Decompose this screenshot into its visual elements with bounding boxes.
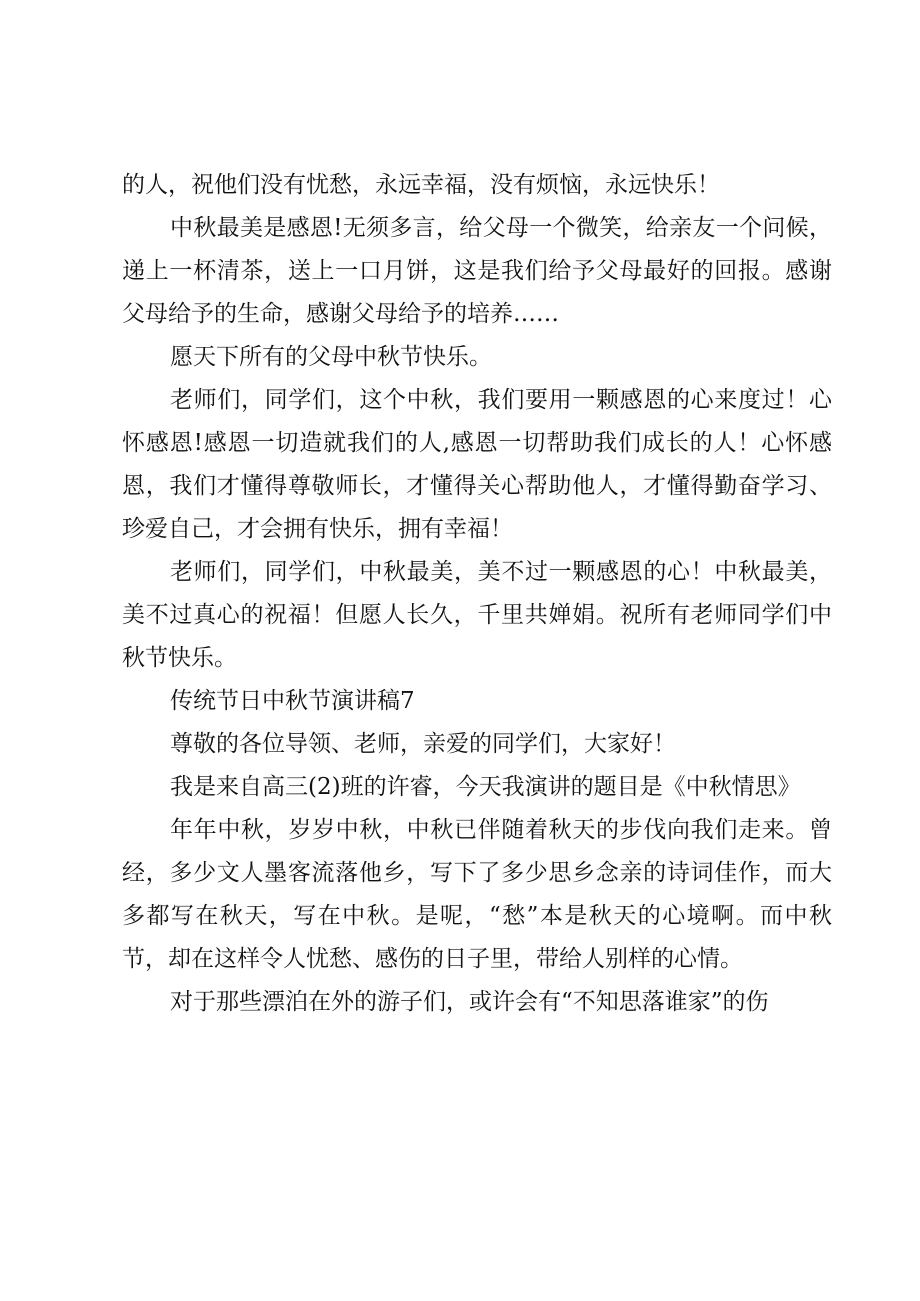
paragraph-mid-autumn: 年年中秋，岁岁中秋，中秋已伴随着秋天的步伐向我们走来。曾经，多少文人墨客流落他乡，写下了多少思乡念亲的诗词佳作，而大多都写在秋天，写在中秋。是呢，“愁”本是秋天的心境啊。而中秋节，却在这样令人忧愁、感伤的日子里，带给人别样的心情。 — [122, 817, 832, 972]
paragraph-continuation: 的人，祝他们没有忧愁，永远幸福，没有烦恼，永远快乐！ — [122, 172, 720, 198]
paragraph-teachers-students-2: 老师们，同学们，中秋最美，美不过一颗感恩的心！中秋最美，美不过真心的祝福！但愿人长久，千里共婵娟。祝所有老师同学们中秋节快乐。 — [122, 559, 832, 671]
section-heading: 传统节日中秋节演讲稿7 — [170, 688, 415, 714]
paragraph-wish-parents: 愿天下所有的父母中秋节快乐。 — [170, 344, 492, 370]
paragraph-teachers-students-1: 老师们，同学们，这个中秋，我们要用一颗感恩的心来度过！心怀感恩!感恩一切造就我们的人,感恩一切帮助我们成长的人！心怀感恩，我们才懂得尊敬师长，才懂得关心帮助他人，才懂得勤奋学习、珍爱自己，才会拥有快乐，拥有幸福！ — [122, 387, 832, 542]
paragraph-wanderers: 对于那些漂泊在外的游子们，或许会有“不知思落谁家”的伤 — [170, 989, 769, 1015]
document-body — [122, 164, 832, 1024]
paragraph-greeting: 尊敬的各位导领、老师，亲爱的同学们，大家好！ — [170, 731, 676, 757]
paragraph-introduction: 我是来自高三(2)班的许睿，今天我演讲的题目是《中秋情思》 — [170, 774, 801, 800]
paragraph-gratitude: 中秋最美是感恩!无须多言，给父母一个微笑，给亲友一个问候，递上一杯清茶，送上一口月饼，这是我们给予父母最好的回报。感谢父母给予的生命，感谢父母给予的培养…… — [122, 215, 832, 327]
